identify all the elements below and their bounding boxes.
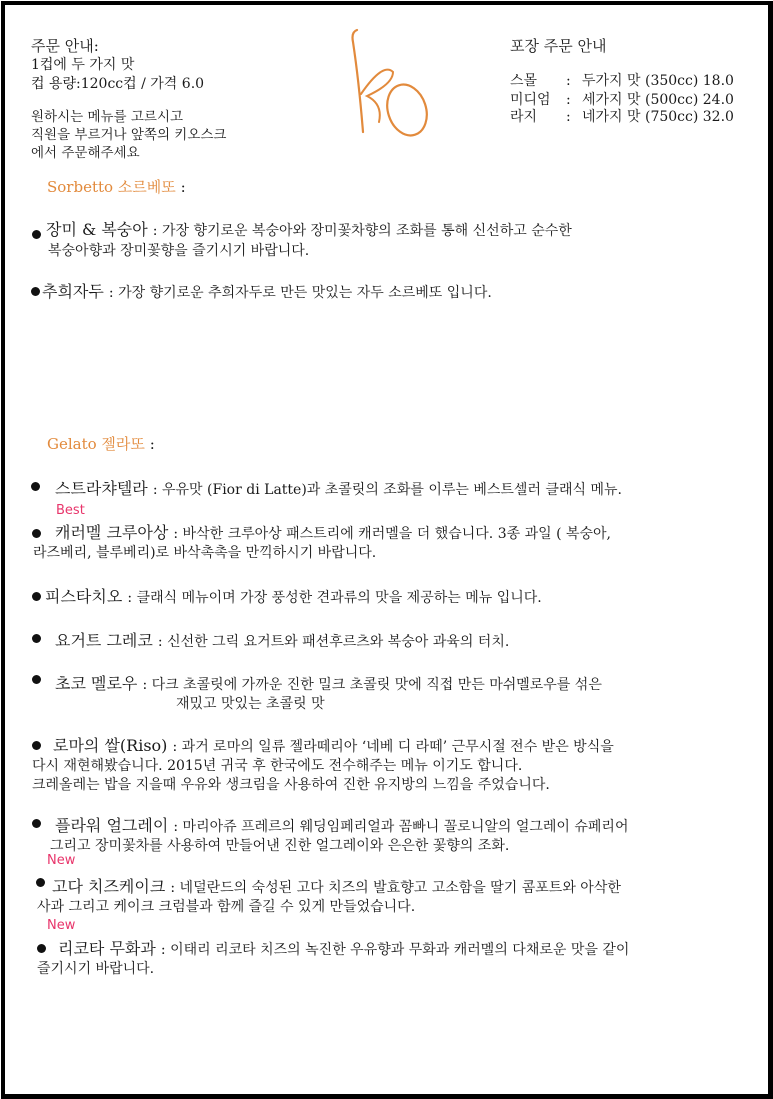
sorbetto-title: Sorbetto 소르베또: [47, 178, 176, 196]
ko-logo: [343, 22, 438, 142]
menu-item-desc: : 바삭한 크루아상 패스트리에 캐러멜을 더 했습니다. 3종 과일 ( 복숭아,: [173, 526, 612, 542]
menu-item: [55, 478, 622, 500]
menu-item-desc: : 가장 향기로운 복숭아와 장미꽃차향의 조화를 통해 신선하고 순수한: [152, 223, 572, 239]
menu-item-name: 초코 멜로우: [55, 674, 138, 693]
menu-item-name: 캐러멜 크루아상: [55, 523, 169, 542]
sorbetto-header: [47, 176, 186, 198]
menu-item-name: 고다 치즈케이크: [52, 877, 166, 896]
menu-item-name: 리코타 무화과: [58, 939, 156, 958]
menu-item: [55, 522, 611, 544]
new-badge: New: [47, 918, 76, 933]
header-colon: :: [180, 178, 186, 196]
gelato-title: Gelato 젤라또: [47, 435, 145, 453]
bullet-icon: [32, 819, 41, 828]
menu-item: [42, 281, 492, 303]
menu-item: [46, 219, 572, 241]
order-note-line: 원하시는 메뉴를 고르시고: [31, 109, 184, 125]
header-colon: :: [149, 435, 155, 453]
menu-item-desc: : 마리아쥬 프레르의 웨딩임페리얼과 꼼빠니 꼴로니알의 얼그레이 슈페리어: [173, 819, 629, 835]
menu-item-desc: 즐기시기 바랍니다.: [37, 961, 155, 977]
size-desc: 네가지 맛 (750cc) 32.0: [582, 109, 734, 125]
menu-item-desc: : 클래식 메뉴이며 가장 풍성한 견과류의 맛을 제공하는 메뉴 입니다.: [127, 590, 542, 606]
size-label: 라지: [510, 109, 538, 125]
size-label: 미디엄: [510, 92, 551, 108]
separator: :: [566, 109, 571, 125]
menu-item-desc: : 네덜란드의 숙성된 고다 치즈의 발효향고 고소함을 딸기 콤포트와 아삭한: [170, 880, 621, 896]
separator: :: [566, 73, 571, 89]
new-badge: New: [47, 853, 76, 868]
menu-item-desc: 사과 그리고 케이크 크럼블과 함께 즐길 수 있게 만들었습니다.: [37, 899, 416, 915]
menu-item-desc: : 과거 로마의 일류 젤라떼리아 ‘네베 디 라떼’ 근무시절 전수 받은 방식을: [172, 739, 614, 755]
takeout-title: 포장 주문 안내: [510, 37, 607, 55]
size-desc: 세가지 맛 (500cc) 24.0: [582, 92, 734, 108]
menu-item-desc: 복숭아향과 장미꽃향을 즐기시기 바랍니다.: [48, 243, 310, 259]
bullet-icon: [32, 592, 41, 601]
menu-item-desc: 다시 재현해봤습니다. 2015년 귀국 후 한국에도 전수해주는 메뉴 이기도 합니다.: [32, 758, 523, 774]
bullet-icon: [32, 675, 41, 684]
best-badge: Best: [56, 503, 85, 518]
menu-item-desc: 크레올레는 밥을 지을때 우유와 생크림을 사용하여 진한 유지방의 느낌을 주었습니다.: [32, 777, 550, 793]
order-info-line: 컵 용량:120cc컵 / 가격 6.0: [31, 76, 205, 92]
bullet-icon: [31, 287, 40, 296]
menu-item: [55, 673, 602, 695]
gelato-header: [47, 433, 155, 455]
menu-item-name: 플라워 얼그레이: [55, 816, 169, 835]
menu-item-desc: : 우유맛 (Fior di Latte)과 초콜릿의 조화를 이루는 베스트셀러 클래식 메뉴.: [152, 482, 622, 498]
bullet-icon: [31, 482, 40, 491]
menu-item-name: 피스타치오: [45, 587, 123, 606]
menu-item-name: 요거트 그레코: [55, 631, 153, 650]
menu-item: [58, 938, 629, 960]
menu-item-name: 추희자두: [42, 282, 104, 301]
order-info-line: 1컵에 두 가지 맛: [31, 57, 135, 73]
menu-item-desc: 그리고 장미꽃차를 사용하여 만들어낸 진한 얼그레이와 은은한 꽃향의 조화.: [50, 838, 510, 854]
takeout-row: [510, 71, 734, 91]
bullet-icon: [32, 529, 41, 538]
menu-item-desc: 라즈베리, 블루베리)로 바삭촉촉을 만끽하시기 바랍니다.: [33, 545, 377, 561]
menu-item: [55, 630, 509, 652]
size-label: 스몰: [510, 73, 538, 89]
size-desc: 두가지 맛 (350cc) 18.0: [582, 73, 734, 89]
menu-item-desc: : 다크 초콜릿에 가까운 진한 밀크 초콜릿 맛에 직접 만든 마쉬멜로우를 섞은: [142, 677, 602, 693]
menu-item-desc: : 가장 향기로운 추희자두로 만든 맛있는 자두 소르베또 입니다.: [108, 285, 492, 301]
separator: :: [566, 92, 571, 108]
takeout-row: [510, 107, 734, 127]
order-note-line: 직원을 부르거나 앞쪽의 키오스크: [31, 127, 227, 143]
bullet-icon: [36, 878, 45, 887]
menu-item-name: 로마의 쌀(Riso): [53, 736, 168, 755]
menu-item: [52, 876, 621, 898]
menu-item-name: 장미 & 복숭아: [46, 220, 153, 239]
menu-item: [45, 586, 542, 608]
menu-item-desc: : 이태리 리코타 치즈의 녹진한 우유향과 무화과 캐러멜의 다채로운 맛을 같이: [160, 942, 630, 958]
bullet-icon: [32, 230, 41, 239]
menu-item-name: 스트라챠텔라: [55, 479, 148, 498]
order-info-title: 주문 안내:: [31, 37, 99, 55]
bullet-icon: [32, 634, 41, 643]
menu-item: [53, 735, 614, 757]
menu-item: [55, 815, 629, 837]
menu-item-desc: : 신선한 그릭 요거트와 패션후르츠와 복숭아 과육의 터치.: [157, 634, 510, 650]
menu-item-desc: 재밌고 맛있는 초콜릿 맛: [176, 696, 325, 712]
bullet-icon: [37, 944, 46, 953]
order-note-line: 에서 주문해주세요: [31, 145, 140, 161]
bullet-icon: [32, 741, 41, 750]
